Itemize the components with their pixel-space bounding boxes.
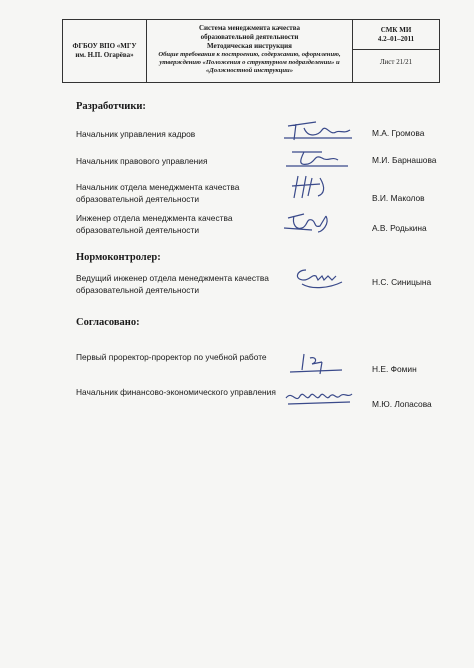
agreed-role-2: Начальник финансово-экономического управления	[76, 387, 276, 397]
normcontroller-role: Ведущий инженер отдела менеджмента качества образовательной деятельности	[76, 273, 269, 295]
agreed-title: Согласовано:	[76, 317, 140, 328]
code-cell	[353, 20, 439, 82]
system-line-2: образовательной деятельности	[200, 33, 299, 41]
developers-title: Разработчики:	[76, 101, 146, 112]
signature-6	[282, 350, 356, 376]
agreed-role-1: Первый проректор-проректор по учебной работе	[76, 352, 267, 362]
developer-name-2: М.И. Барнашова	[372, 155, 437, 165]
signature-2	[282, 146, 356, 172]
signature-1	[282, 118, 356, 144]
organization-cell	[63, 20, 147, 82]
signature-3	[282, 174, 356, 200]
developer-role-1: Начальник управления кадров	[76, 129, 196, 139]
org-line-1: ФГБОУ ВПО «МГУ	[72, 42, 137, 50]
agreed-name-1: Н.Е. Фомин	[372, 364, 417, 374]
code-line-1: СМК МИ	[380, 26, 412, 34]
developer-role-2: Начальник правового управления	[76, 156, 208, 166]
sheet-number: Лист 21/21	[379, 58, 413, 66]
signature-4	[282, 208, 356, 234]
signature-5	[282, 264, 356, 290]
system-line-1: Система менеджмента качества	[198, 24, 301, 32]
developer-name-1: М.А. Громова	[372, 128, 425, 138]
org-line-2: им. Н.П. Огарёва»	[75, 51, 134, 59]
code-line-2: 4.2–01–2011	[377, 35, 415, 43]
developer-role-3: Начальник отдела менеджмента качества образовательной деятельности	[76, 182, 240, 204]
title-cell	[147, 20, 353, 82]
agreed-name-2: М.Ю. Лопасова	[372, 399, 432, 409]
signature-7	[282, 384, 356, 410]
normcontroller-title: Нормоконтролер:	[76, 252, 161, 263]
normcontroller-name: Н.С. Синицына	[372, 277, 432, 287]
developer-name-4: А.В. Родькина	[372, 223, 427, 233]
doc-type: Методическая инструкция	[207, 42, 292, 50]
developer-role-4: Инженер отдела менеджмента качества образовательной деятельности	[76, 213, 233, 235]
doc-subtitle: Общие требования к построению, содержанию, оформлению, утверждению «Положения о структурном подразделении» и «Должностной инструкции»	[158, 51, 341, 74]
developer-name-3: В.И. Маколов	[372, 193, 425, 203]
doc-code	[353, 20, 439, 50]
document-header-table	[62, 19, 440, 83]
